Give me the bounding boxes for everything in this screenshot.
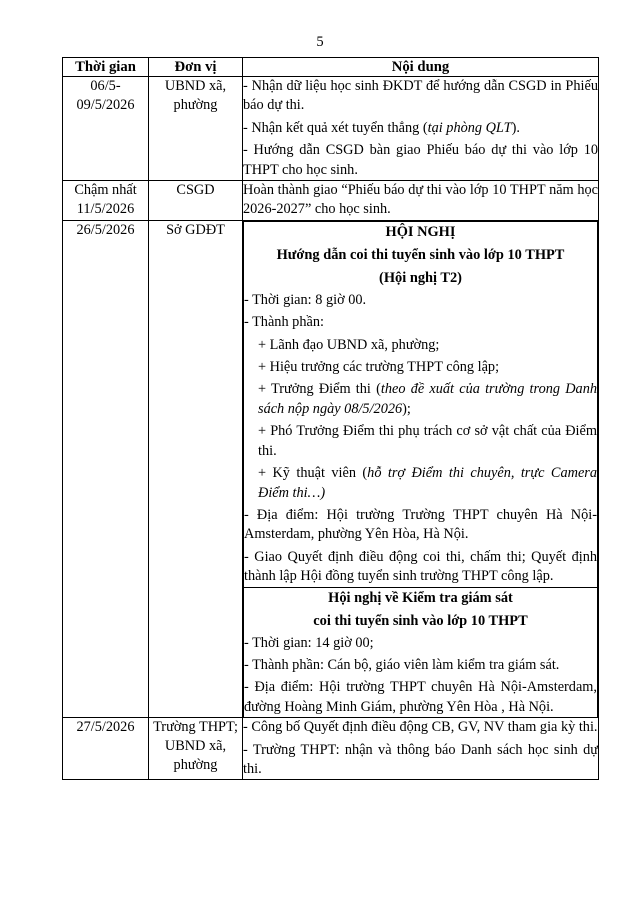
content-paragraph bbox=[244, 291, 597, 310]
time-line: 27/5/2026 bbox=[76, 719, 135, 736]
text-segment-italic: hỗ trợ Điểm thi chuyên, trực Camera Điểm thi…) bbox=[258, 465, 597, 501]
table-row bbox=[63, 220, 599, 717]
block-title: coi thi tuyển sinh vào lớp 10 THPT bbox=[313, 612, 528, 629]
table-body bbox=[63, 77, 599, 780]
cell-time bbox=[63, 181, 149, 221]
time-line: 09/5/2026 bbox=[76, 97, 135, 113]
block-title: Hướng dẫn coi thi tuyển sinh vào lớp 10 THPT bbox=[276, 246, 565, 263]
unit-line: phường bbox=[173, 757, 218, 774]
nested-content-table bbox=[243, 221, 598, 717]
schedule-table bbox=[62, 57, 599, 780]
content-paragraph bbox=[244, 313, 597, 332]
table-header-row bbox=[63, 58, 599, 77]
table-row bbox=[63, 181, 599, 221]
text-segment: ). bbox=[511, 119, 520, 136]
text-segment: - Nhận dữ liệu học sinh ĐKDT để hướng dẫn CSGD in Phiếu báo dự thi. bbox=[243, 78, 598, 114]
cell-unit bbox=[149, 181, 243, 221]
text-segment: Hoàn thành giao “Phiếu báo dự thi vào lớp 10 THPT năm học 2026-2027” cho học sinh. bbox=[243, 182, 598, 218]
block-title: Hội nghị về Kiểm tra giám sát bbox=[328, 589, 513, 606]
time-line: Chậm nhất bbox=[74, 182, 137, 199]
page-number: 5 bbox=[316, 34, 324, 50]
text-segment: - Địa điểm: Hội trường Trường THPT chuyên Hà Nội-Amsterdam, phường Yên Hòa, Hà Nội. bbox=[244, 506, 597, 543]
text-segment: - Thành phần: Cán bộ, giáo viên làm kiểm tra giám sát. bbox=[244, 656, 560, 673]
time-line: 11/5/2026 bbox=[76, 201, 135, 218]
table-row bbox=[63, 718, 599, 780]
text-segment: - Thành phần: bbox=[244, 314, 324, 331]
cell-content bbox=[243, 181, 599, 221]
column-header-content: Nội dung bbox=[243, 58, 599, 77]
text-segment: + Phó Trưởng Điểm thi phụ trách cơ sở vật chất của Điểm thi. bbox=[258, 423, 597, 459]
time-line: 06/5- bbox=[90, 78, 121, 94]
text-segment: - Trường THPT: nhận và thông báo Danh sách học sinh dự thi. bbox=[243, 741, 598, 777]
cell-unit bbox=[149, 220, 243, 717]
time-line: 26/5/2026 bbox=[76, 221, 135, 238]
unit-line: UBND xã, bbox=[164, 738, 227, 755]
table-row bbox=[63, 77, 599, 181]
text-segment: - Địa điểm: Hội trường THPT chuyên Hà Nội-Amsterdam, đường Hoàng Minh Giám, phường Yên Hòa , Hà Nội. bbox=[244, 679, 597, 715]
content-subitem bbox=[244, 380, 597, 419]
content-subitem bbox=[244, 336, 597, 355]
text-segment-italic: theo đề xuất của trường trong Danh sách nộp ngày 08/5/2026 bbox=[258, 381, 597, 417]
text-segment: + Lãnh đạo UBND xã, phường; bbox=[258, 336, 440, 353]
text-segment: ); bbox=[402, 400, 411, 417]
text-segment: - Công bố Quyết định điều động CB, GV, NV tham gia kỳ thi. bbox=[243, 719, 598, 736]
text-segment: - Hướng dẫn CSGD bàn giao Phiếu báo dự thi vào lớp 10 THPT cho học sinh. bbox=[243, 142, 598, 178]
content-paragraph bbox=[243, 141, 598, 180]
unit-line: phường bbox=[173, 97, 218, 113]
text-segment: - Giao Quyết định điều động coi thi, chấm thi; Quyết định thành lập Hội đồng tuyển sinh trường THPT công lập. bbox=[244, 548, 597, 585]
unit-line: Sở GDĐT bbox=[166, 221, 225, 238]
text-segment: - Thời gian: 8 giờ 00. bbox=[244, 291, 367, 308]
content-paragraph bbox=[243, 119, 598, 138]
cell-unit bbox=[149, 718, 243, 780]
unit-line: Trường THPT; bbox=[153, 719, 238, 736]
text-segment: + Hiệu trưởng các trường THPT công lập; bbox=[258, 359, 500, 376]
unit-line: UBND xã, bbox=[164, 78, 227, 94]
text-segment: - Nhận kết quả xét tuyển thẳng ( bbox=[243, 119, 428, 136]
content-paragraph bbox=[244, 506, 597, 545]
content-paragraph bbox=[243, 718, 598, 737]
content-paragraph bbox=[244, 548, 597, 587]
nested-row bbox=[244, 587, 598, 717]
cell-time bbox=[63, 220, 149, 717]
column-header-unit: Đơn vị bbox=[149, 58, 243, 77]
text-segment-italic: tại phòng QLT bbox=[427, 119, 512, 136]
cell-content bbox=[243, 220, 599, 717]
content-paragraph bbox=[244, 656, 597, 675]
content-paragraph bbox=[243, 181, 598, 220]
cell-time bbox=[63, 718, 149, 780]
content-subitem bbox=[244, 464, 597, 503]
cell-time bbox=[63, 77, 149, 181]
content-paragraph bbox=[244, 678, 597, 717]
nested-cell-conference-1 bbox=[244, 221, 598, 587]
unit-line: CSGD bbox=[176, 182, 215, 199]
content-paragraph bbox=[243, 77, 598, 116]
block-title: (Hội nghị T2) bbox=[379, 269, 462, 286]
content-subitem bbox=[244, 358, 597, 377]
block-title: HỘI NGHỊ bbox=[385, 223, 456, 240]
content-subitem bbox=[244, 422, 597, 461]
nested-cell-conference-2 bbox=[244, 587, 598, 717]
cell-content bbox=[243, 718, 599, 780]
column-header-time: Thời gian bbox=[63, 58, 149, 77]
text-segment: + Kỹ thuật viên ( bbox=[258, 465, 368, 482]
nested-row bbox=[244, 221, 598, 587]
text-segment: - Thời gian: 14 giờ 00; bbox=[244, 634, 374, 651]
content-paragraph bbox=[244, 634, 597, 653]
content-paragraph bbox=[243, 741, 598, 780]
cell-content bbox=[243, 77, 599, 181]
text-segment: + Trưởng Điểm thi ( bbox=[258, 381, 381, 398]
cell-unit bbox=[149, 77, 243, 181]
